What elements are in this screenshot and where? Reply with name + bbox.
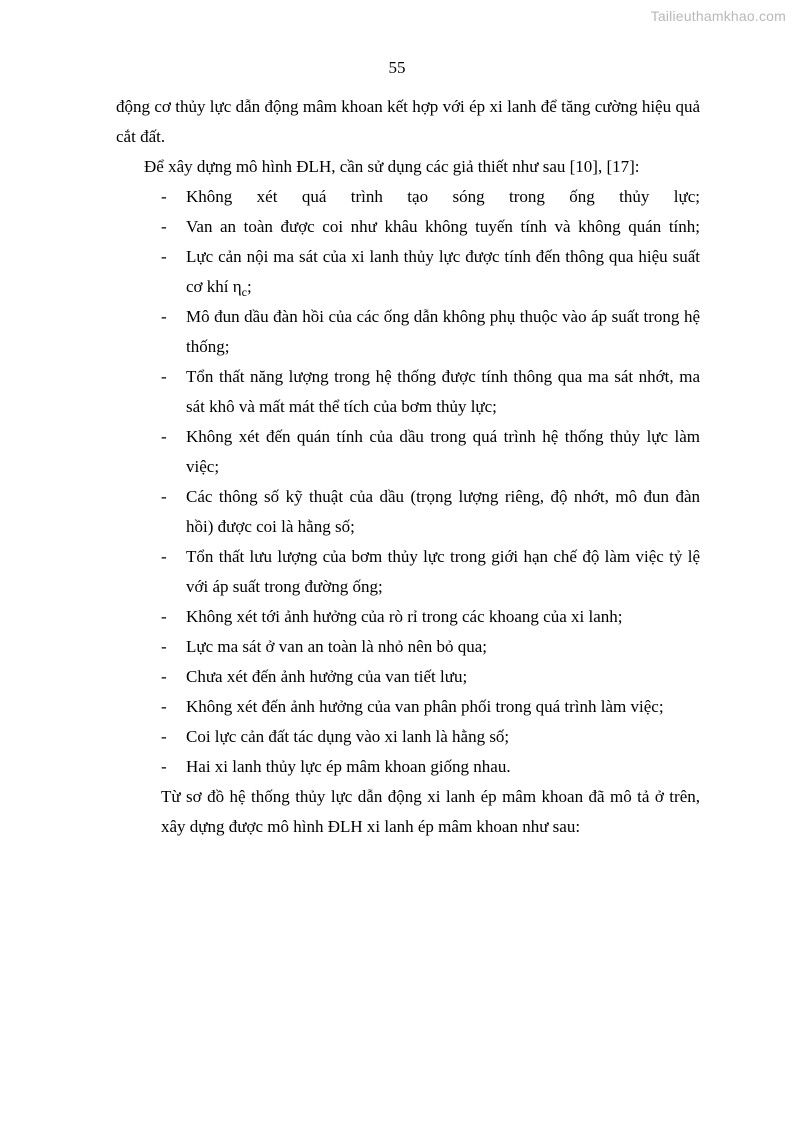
list-item xyxy=(116,422,700,482)
list-item xyxy=(116,542,700,602)
bullet-dash: - xyxy=(161,547,167,566)
bullet-dash: - xyxy=(161,247,167,266)
list-item-text: Mô đun dầu đàn hồi của các ống dẫn không phụ thuộc vào áp suất trong hệ thống; xyxy=(186,307,700,356)
bullet-dash: - xyxy=(161,367,167,386)
assumptions-intro: Để xây dựng mô hình ĐLH, cần sử dụng các giả thiết như sau [10], [17]: xyxy=(144,157,640,176)
list-item xyxy=(116,692,700,722)
list-item-text: Không xét quá trình tạo sóng trong ống thủy lực; xyxy=(186,187,700,206)
list-item-text: Hai xi lanh thủy lực ép mâm khoan giống nhau. xyxy=(186,757,511,776)
list-item xyxy=(116,182,700,212)
list-item xyxy=(116,722,700,752)
page-number: 55 xyxy=(388,58,406,77)
list-item xyxy=(116,212,700,242)
watermark: Tailieuthamkhao.com xyxy=(650,8,786,24)
bullet-dash: - xyxy=(161,727,167,746)
list-item-text: Van an toàn được coi như khâu không tuyến tính và không quán tính; xyxy=(186,217,700,236)
list-item xyxy=(116,632,700,662)
bullet-dash: - xyxy=(161,697,167,716)
bullet-dash: - xyxy=(161,667,167,686)
bullet-dash: - xyxy=(161,487,167,506)
intro-paragraph: động cơ thủy lực dẫn động mâm khoan kết hợp với ép xi lanh để tăng cường hiệu quả cắt đất. xyxy=(116,97,700,146)
list-item-text: Tổn thất lưu lượng của bơm thủy lực trong giới hạn chế độ làm việc tỷ lệ với áp suất trong đường ống; xyxy=(186,547,700,596)
bullet-dash: - xyxy=(161,757,167,776)
closing-line-1: Từ sơ đồ hệ thống thủy lực dẫn động xi lanh ép mâm khoan đã mô tả ở trên, xyxy=(161,787,700,806)
list-item-text: Tổn thất năng lượng trong hệ thống được tính thông qua ma sát nhớt, ma sát khô và mất mát thể tích của bơm thủy lực; xyxy=(186,367,700,416)
list-item-text: Chưa xét đến ảnh hưởng của van tiết lưu; xyxy=(186,667,468,686)
list-item xyxy=(116,482,700,542)
list-item xyxy=(116,302,700,362)
efficiency-subscript: c xyxy=(241,285,247,299)
closing-paragraph xyxy=(116,782,700,842)
assumptions-list xyxy=(116,182,700,782)
bullet-dash: - xyxy=(161,427,167,446)
list-item-text: Các thông số kỹ thuật của dầu (trọng lượng riêng, độ nhớt, mô đun đàn hồi) được coi là hằng số; xyxy=(186,487,700,536)
list-item-text: Coi lực cản đất tác dụng vào xi lanh là hằng số; xyxy=(186,727,510,746)
bullet-dash: - xyxy=(161,217,167,236)
bullet-dash: - xyxy=(161,637,167,656)
bullet-dash: - xyxy=(161,187,167,206)
page-content xyxy=(116,92,700,842)
list-item xyxy=(116,602,700,632)
list-item-suffix: ; xyxy=(246,277,252,296)
list-item-text: Không xét đến ảnh hưởng của van phân phối trong quá trình làm việc; xyxy=(186,697,664,716)
list-item xyxy=(116,362,700,422)
list-item xyxy=(116,752,700,782)
closing-line-2: xây dựng được mô hình ĐLH xi lanh ép mâm khoan như sau: xyxy=(161,817,581,836)
list-item xyxy=(116,662,700,692)
bullet-dash: - xyxy=(161,607,167,626)
list-item-text: Lực cản nội ma sát của xi lanh thủy lực được tính đến thông qua hiệu suất cơ khí η xyxy=(186,247,700,296)
bullet-dash: - xyxy=(161,307,167,326)
list-item xyxy=(116,242,700,302)
list-item-text: Không xét đến quán tính của dầu trong quá trình hệ thống thủy lực làm việc; xyxy=(186,427,700,476)
list-item-text: Không xét tới ảnh hưởng của rò rỉ trong các khoang của xi lanh; xyxy=(186,607,623,626)
list-item-text: Lực ma sát ở van an toàn là nhỏ nên bỏ qua; xyxy=(186,637,487,656)
